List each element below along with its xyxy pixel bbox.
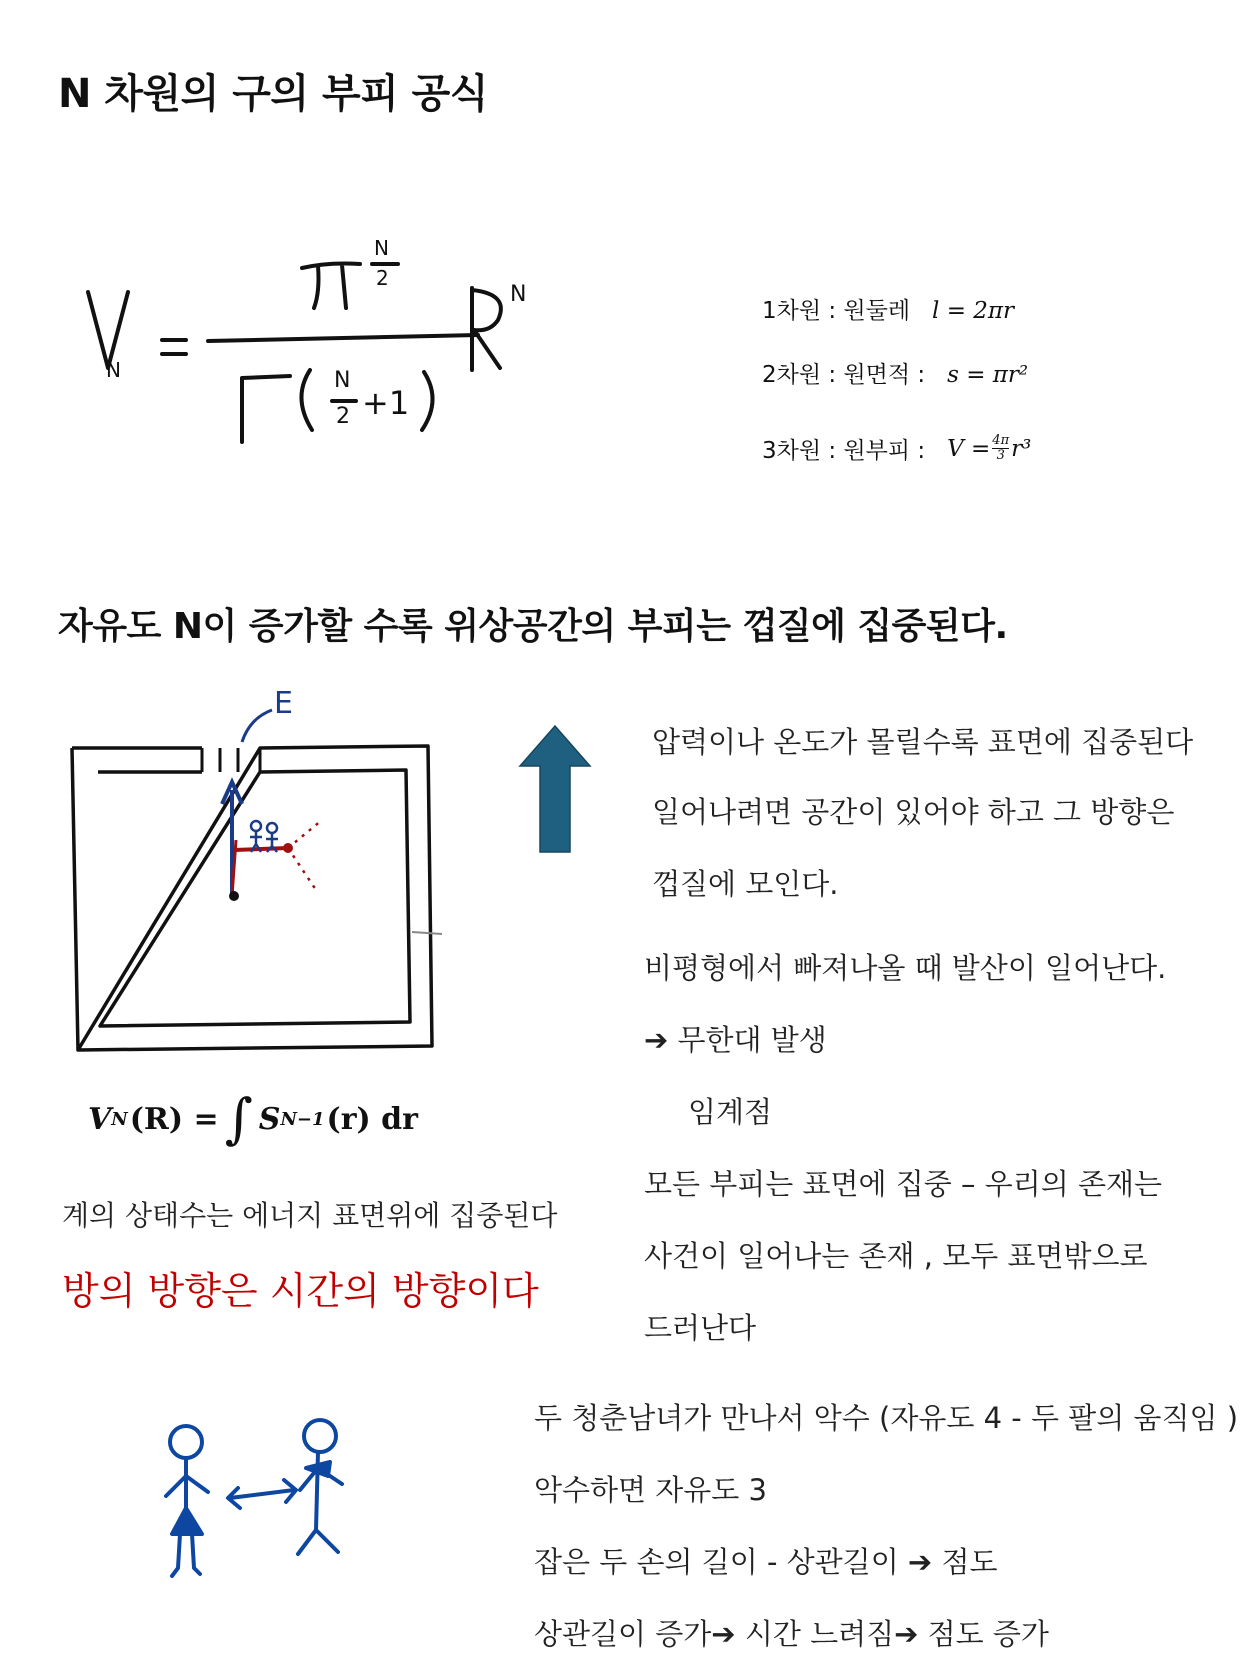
right-text-5: ➔ 무한대 발생: [644, 1023, 827, 1057]
dimension-1-line: [762, 292, 1014, 325]
right-text-4: 비평형에서 빠져나올 때 발산이 일어난다.: [644, 951, 1167, 985]
dimension-2-label: 2차원 : 원면적 :: [762, 362, 926, 388]
right-text-3: 껍질에 모인다.: [652, 867, 839, 901]
up-arrow-icon: [520, 726, 590, 856]
dimension-2-line: [762, 356, 1028, 389]
stick-figures-drawing: [150, 1418, 370, 1618]
integral-s-sub: N−1: [280, 1108, 325, 1130]
formula-exponent-denominator: 2: [376, 266, 389, 290]
formula-frac-denominator: 2: [336, 404, 350, 429]
energy-label: E: [274, 686, 293, 721]
dimension-3-formula-pre: V =: [947, 435, 991, 462]
integral-lhs-sub: N: [111, 1108, 128, 1130]
right-text-7: 모든 부피는 표면에 집중 – 우리의 존재는: [644, 1167, 1163, 1201]
right-text-9: 드러난다: [644, 1311, 757, 1345]
room-diagram: [60, 686, 450, 1060]
room-diagram-drawing: [60, 700, 450, 1060]
volume-formula-drawing: [70, 230, 540, 460]
bottom-text-4: 상관길이 증가➔ 시간 느려짐➔ 점도 증가: [534, 1617, 1049, 1651]
right-text-6: 임계점: [688, 1095, 773, 1129]
integral-formula: [88, 1087, 418, 1150]
bottom-text-1: 두 청춘남녀가 만나서 악수 (자유도 4 - 두 팔의 움직임 ): [534, 1401, 1239, 1435]
volume-formula: [70, 230, 540, 460]
formula-plus-one: +1: [362, 384, 410, 422]
right-text-8: 사건이 일어나는 존재 , 모두 표면밖으로: [644, 1239, 1148, 1273]
bottom-text-3: 잡은 두 손의 길이 - 상관길이 ➔ 점도: [534, 1545, 998, 1579]
dimension-2-formula: s = πr²: [947, 362, 1029, 388]
dimension-3-fraction: [992, 434, 1009, 463]
integral-sign: ∫: [224, 1087, 253, 1150]
right-text-2: 일어나려면 공간이 있어야 하고 그 방향은: [652, 795, 1175, 829]
formula-v-subscript: N: [106, 358, 121, 382]
formula-r-exponent: N: [510, 282, 527, 307]
headline: 자유도 N이 증가할 수록 위상공간의 부피는 껍질에 집중된다.: [58, 606, 1008, 647]
dimension-1-formula: l = 2πr: [932, 298, 1015, 324]
integral-lhs-arg: (R) =: [129, 1101, 219, 1137]
bottom-text-2: 악수하면 자유도 3: [534, 1473, 767, 1507]
dimension-3-formula-post: r³: [1011, 435, 1032, 462]
page-title: N 차원의 구의 부피 공식: [58, 71, 488, 117]
dimension-1-label: 1차원 : 원둘레: [762, 298, 911, 324]
dimension-3-label: 3차원 : 원부피 :: [762, 438, 926, 464]
formula-exponent-numerator: N: [374, 236, 389, 260]
dimension-3-frac-den: 3: [992, 448, 1009, 463]
time-direction-text: 방의 방향은 시간의 방향이다: [62, 1269, 539, 1313]
integral-rest: (r) dr: [326, 1101, 418, 1137]
integral-s: S: [258, 1101, 281, 1137]
dimension-3-frac-num: 4π: [992, 433, 1010, 448]
formula-frac-numerator: N: [334, 368, 351, 393]
right-text-1: 압력이나 온도가 몰릴수록 표면에 집중된다: [652, 725, 1194, 759]
state-count-text: 계의 상태수는 에너지 표면위에 집중된다: [62, 1199, 558, 1232]
dimension-3-line: [762, 432, 1031, 465]
integral-lhs: V: [88, 1101, 112, 1137]
